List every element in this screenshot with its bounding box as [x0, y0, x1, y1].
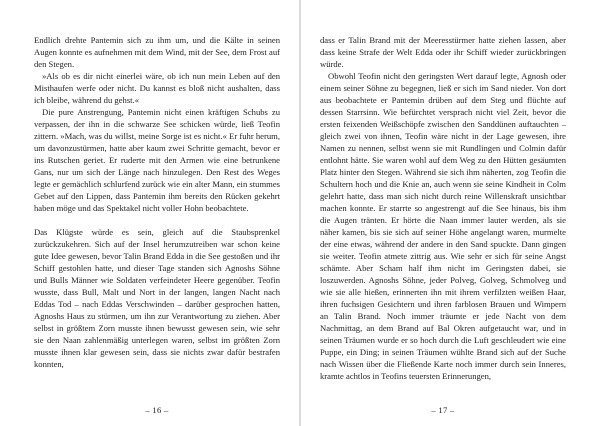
- paragraph: Endlich drehte Pantemin sich zu ihm um, und die Kälte in seinen Augen konnte es aufnehmen mit dem Wind, mit der See, dem Frost auf den Stegen.: [34, 35, 280, 69]
- page-number: – 16 –: [145, 405, 169, 415]
- page-number: – 17 –: [431, 405, 455, 415]
- paragraph: dass er Talin Brand mit der Meeresstürmer hatte ziehen lassen, aber dass keine Strafe der Welt Edda oder ihr Schiff wieder zurückbringen würde.: [320, 35, 566, 69]
- paragraph: »Als ob es dir nicht einerlei wäre, ob ich nun mein Leben auf den Misthaufen werfe oder nicht. Du kannst es bloß nicht aushalten, dass ich bleibe, während du gehst.«: [34, 71, 280, 105]
- right-page-text: [320, 34, 566, 382]
- paragraph: Die pure Anstrengung, Pantemin nicht einen kräftigen Schubs zu verpassen, der ihn in die schwarze See schicken würde, ließ Teofin zittern. »Mach, was du willst, meine Sorge ist es nicht.« Er fuhr herum, um davonzustürmen, hatte aber kaum zwei Schritte gemacht, bevor er ins Rutschen geriet. Er ruderte mit den Armen wie eine betrunkene Gans, nur um sich der Länge nach hinzulegen. Den Rest des Weges legte er gemächlich schlurfend zurück wie ein alter Mann, ein stummes Gebet auf den Lippen, dass Pantemin ihm bereits den Rücken gekehrt haben möge und das Spektakel nicht voller Hohn beobachtete.: [34, 107, 280, 213]
- paragraph: Obwohl Teofin nicht den geringsten Wert darauf legte, Agnosh oder einem seiner Söhne zu begegnen, ließ er sich im Sand nieder. Von dort aus beobachtete er Pantemin drüben auf dem Steg und flüchte auf dessen Starrsinn. Wie befürchtet versprach nicht viel Zeit, bevor die ersten feixenden Weißschöpfe zwischen den Sanddünen auftauchten – gleich zwei von ihnen, Teofin wäre nicht in der Lage gewesen, ihre Namen zu nennen, selbst wenn sie mit Rundlingen und Colmin dafür entlohnt hätte. Sie waren wohl auf dem Weg zu den Hütten gesäumten Platz hinter den Stegen. Während sie sich ihm näherten, zog Teofin die Schultern hoch und die Knie an, auch wenn sie seine Kindheit in Colm gelehrt hatte, dass man sich nicht durch reine Willenskraft unsichtbar machen konnte. Er starrte so angestrengt auf die See hinaus, bis ihm die Augen tränten. Er hörte die Naan immer lauter werden, als sie näher kamen, bis sie sich auf seiner Höhe angelangt waren, murmelte der eine etwas, während der andere in den Sand spuckte. Dann gingen sie weiter. Teofin atmete zittrig aus. Wie sehr er sich für seine Angst schämte. Aber Scham half ihm nicht im Geringsten dabei, sie loszuwerden. Agnoshs Söhne, jeder Polveg, Golveg, Schmolveg und wie sie alle hießen, erinnerten ihn mit ihrem verfilzten weißen Haar, ihren fuchsigen Gesichtern und ihren farblosen Brauen und Wimpern an Talin Brand. Noch immer träumte er jede Nacht von dem Nachmittag, an dem Brand auf Bal Okren aufgetaucht war, und in seinen Träumen wurde er so hoch durch die Luft geschleudert wie eine Puppe, ein Ding; in seinen Träumen wühlte Brand sich auf der Suche nach Wissen über die Fließende Karte noch immer durch sein Inneres, kramte achtlos in Teofins teuersten Erinnerungen,: [320, 71, 566, 381]
- paragraph: Das Klügste würde es sein, gleich auf die Staubsprenkel zurückzukehren. Sich auf der Insel herumzutreiben war schon keine gute Idee gewesen, bevor Talin Brand Edda in die See gestoßen und ihr Schiff gestohlen hatte, und dieser Tage standen sich Agnoshs Söhne und Bulls Männer wie Soldaten verfeindeter Heere gegenüber. Teofin wusste, dass Bull, Malt und Nort in der langen, langen Nacht nach Eddas Tod – nach Eddas Verschwinden – darüber gesprochen hatten, Agnoshs Haus zu stürmen, um ihn zur Verantwortung zu ziehen. Aber selbst in größtem Zorn musste ihnen bewusst gewesen sein, wie sehr sie den Naan zahlenmäßig unterlegen waren, selbst im größten Zorn musste ihnen klar gewesen sein, dass sie nichts zwar dafür bestrafen konnten,: [34, 227, 280, 369]
- right-page: [300, 0, 600, 426]
- left-page-text: [34, 34, 280, 370]
